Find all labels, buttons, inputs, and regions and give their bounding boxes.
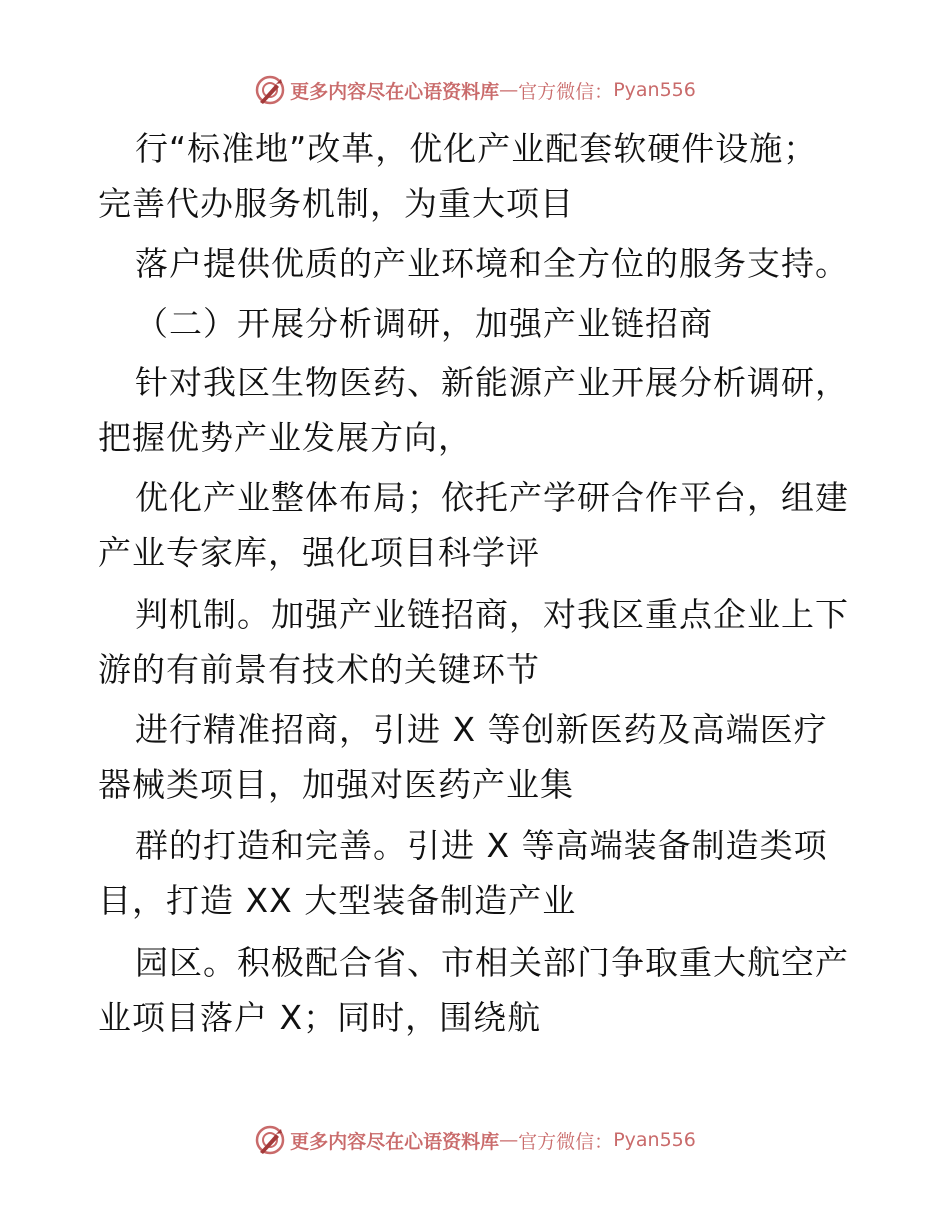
brand-logo-icon bbox=[254, 1124, 286, 1156]
footer-wechat-id: Pyan556 bbox=[613, 1129, 696, 1151]
header-wechat-id: Pyan556 bbox=[613, 79, 696, 101]
body-line: 目，打造 XX 大型装备制造产业 bbox=[98, 881, 577, 920]
body-line: 园区。积极配合省、市相关部门争取重大航空产 bbox=[135, 943, 849, 982]
header-separator: — bbox=[499, 79, 519, 101]
body-line: 完善代办服务机制，为重大项目 bbox=[98, 184, 574, 223]
body-line: 产业专家库，强化项目科学评 bbox=[98, 533, 540, 572]
footer-watermark bbox=[0, 1120, 950, 1160]
header-wechat-label: 官方微信： bbox=[518, 80, 614, 103]
body-line: 判机制。加强产业链招商，对我区重点企业上下 bbox=[135, 595, 849, 634]
body-line: 进行精准招商，引进 X 等创新医药及高端医疗 bbox=[135, 710, 828, 749]
header-brand-text: 更多内容尽在心语资料库 bbox=[290, 80, 500, 103]
footer-separator: — bbox=[499, 1129, 519, 1151]
body-line: 行“标准地”改革，优化产业配套软硬件设施； bbox=[135, 129, 818, 168]
section-heading: （二）开展分析调研，加强产业链招商 bbox=[135, 304, 713, 343]
body-line: 游的有前景有技术的关键环节 bbox=[98, 650, 540, 689]
footer-wechat-label: 官方微信： bbox=[518, 1130, 614, 1153]
body-line: 群的打造和完善。引进 X 等高端装备制造类项 bbox=[135, 826, 828, 865]
body-line: 业项目落户 X；同时，围绕航 bbox=[98, 998, 542, 1037]
body-line: 针对我区生物医药、新能源产业开展分析调研， bbox=[135, 363, 849, 402]
footer-brand-text: 更多内容尽在心语资料库 bbox=[290, 1130, 500, 1153]
body-line: 优化产业整体布局；依托产学研合作平台，组建 bbox=[135, 478, 849, 517]
body-line: 落户提供优质的产业环境和全方位的服务支持。 bbox=[135, 244, 849, 283]
body-line: 把握优势产业发展方向， bbox=[98, 418, 472, 457]
body-line: 器械类项目，加强对医药产业集 bbox=[98, 765, 574, 804]
